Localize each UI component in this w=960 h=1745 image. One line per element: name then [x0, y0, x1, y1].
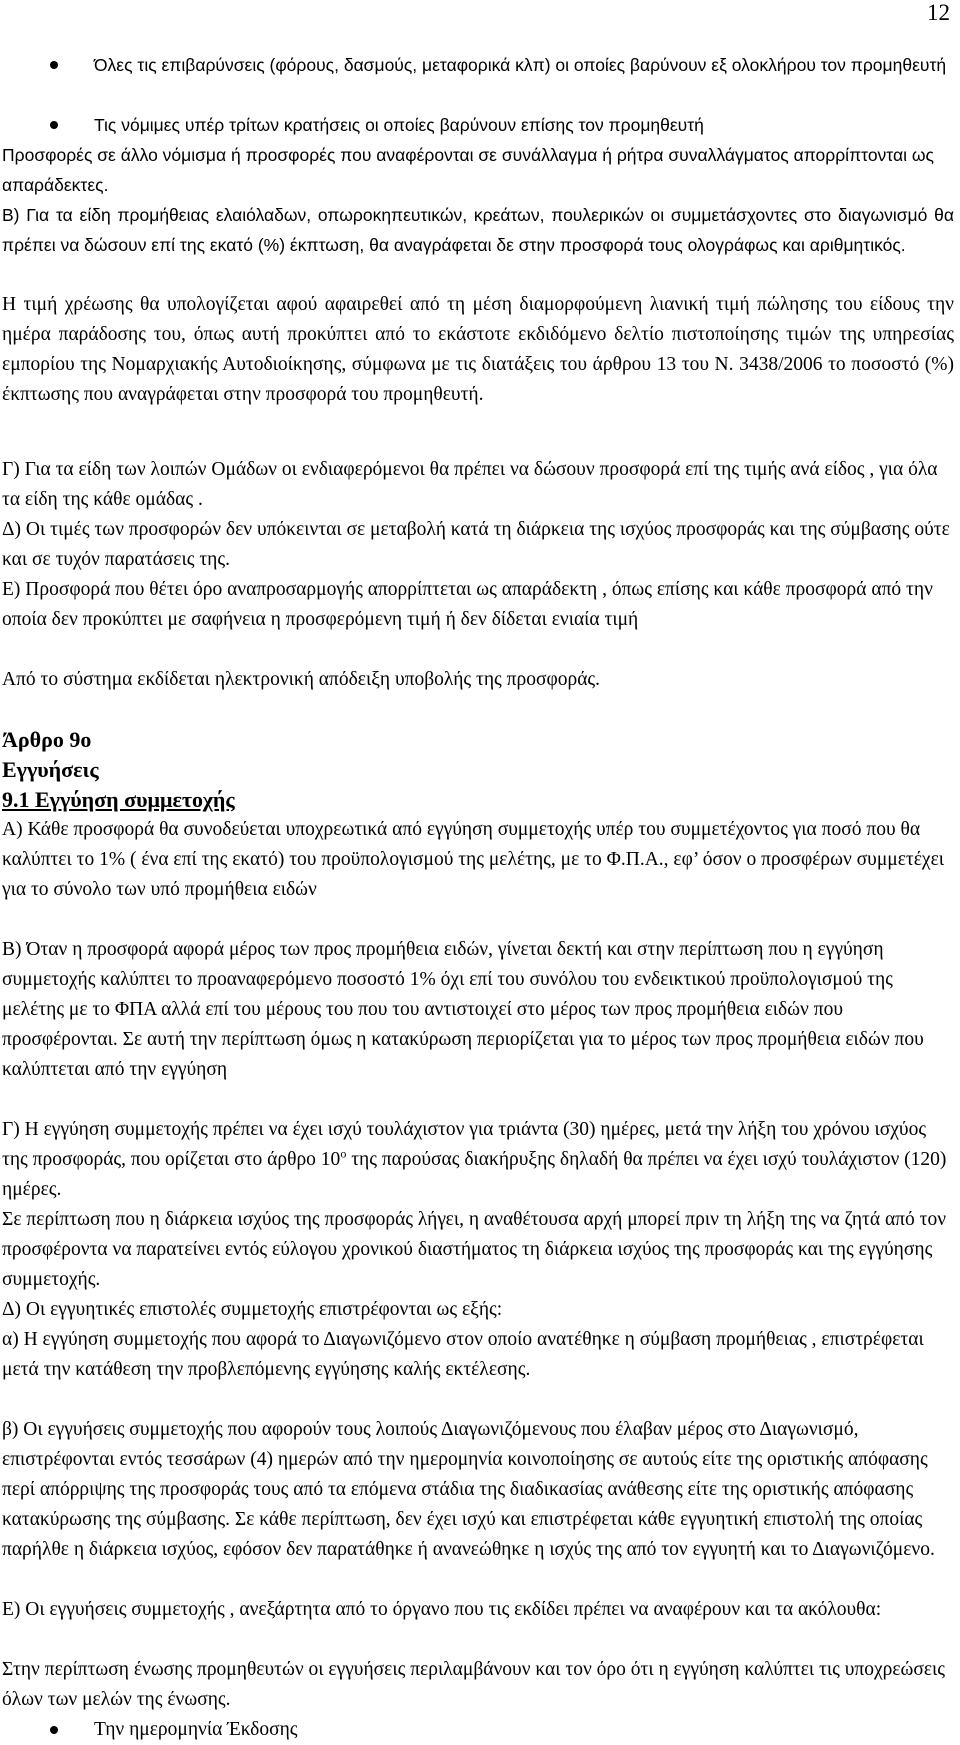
paragraph-foreign-currency: Προσφορές σε άλλο νόμισμα ή προσφορές που αναφέρονται σε συνάλλαγμα ή ρήτρα συναλλάγματος απορρίπτονται ως απαράδεκτες.: [2, 145, 934, 195]
guarantee-d-b: β) Οι εγγυήσεις συμμετοχής που αφορούν τους λοιπούς Διαγωνιζόμενους που έλαβαν μέρος στο Διαγωνισμό, επιστρέφονται εντός τεσσάρων (4) ημερών από την ημερομηνία κοινοποίησης σε αυτούς είτε της οριστικής απόφασης περί απόρριψης της προσφοράς τους από τα επόμενα στάδια της διαδικασίας ανάθεσης είτε της οριστικής απόφασης κατακύρωσης της σύμβασης. Σε κάθε περίπτωση, δεν έχει ισχύ και επιστρέφεται κάθε εγγυητική επιστολή της οποίας παρήλθε η διάρκεια ισχύος, εφόσον δεν παρατάθηκε ή ανανεώθηκε η ισχύς της από τον εγγυητή και το Διαγωνιζόμενο.: [2, 1419, 935, 1560]
paragraph-d: Δ) Οι τιμές των προσφορών δεν υπόκειντ​αι σε μεταβολή κατά τη διάρκεια της ισχύος προσφοράς και της σύμβασης ούτε και σε τυχόν παρατάσεις της.: [2, 519, 950, 570]
paragraph-receipt: Από το σύστημα εκδίδεται ηλεκτρονική απόδειξη υποβολής της προσφοράς.: [2, 669, 601, 690]
superscript-o: ο: [340, 1146, 347, 1161]
bullet-item: [94, 110, 954, 140]
guarantee-c-text-end: της παρούσας διακήρυξης δηλαδή θα πρέπει να έχει ισχύ τουλάχιστον (120) ημέρες.: [2, 1149, 947, 1200]
bullet-text: Την ημερομηνία Έκδοσης: [94, 1719, 298, 1740]
page-number: 12: [927, 0, 950, 25]
paragraph-b: Β) Για τα είδη προμήθειας ελαιόλαδων, οπωροκηπευτικών, κρεάτων, πουλερικών οι συμμετάσχοντες στο διαγωνισμό θα πρέπει να δώσουν επί της εκατό (%) έκπτωση, θα αναγράφεται δε στην προσφορά τους ολογράφως και αριθμητικός.: [2, 205, 954, 255]
paragraph-e: Ε) Προσφορά που θέτει όρο αναπροσαρμογής απορρίπτεται ως απαράδεκτη , όπως επίσης και κάθε προσφορά από την οποία δεν προκύπτει με σαφήνεια η προσφερόμενη τιμή ή δεν δίδεται ενιαία τιμή: [2, 579, 933, 630]
guarantee-d-a: α) Η εγγύηση συμμετοχής που αφορά το Διαγωνιζόμενο στον οποίο ανατέθηκε η σύμβαση προμήθειας , επιστρέφεται μετά την κατάθεση την προβλεπόμενης εγγύησης καλής εκτέλεσης.: [2, 1329, 924, 1380]
bullet-text: Τις νόμιμες υπέρ τρίτων κρατήσεις οι οποίες βαρύνουν επίσης τον προμηθευτή: [94, 115, 704, 135]
guarantee-a: Α) Κάθε προσφορά θα συνοδεύεται υποχρεωτικά από εγγύηση συμμετοχής υπέρ του συμμετέχοντος για ποσό που θα καλύπτει το 1% ( ένα επί της εκατό) του προϋπολογισμού της μελέτης, με το Φ.Π.Α., εφ’ όσον ο προσφέρων συμμετέχει για το σύνολο των υπό προμήθεια ειδών: [2, 819, 945, 900]
bullet-dot-icon: [50, 121, 58, 129]
guarantee-d: Δ) Οι εγγυητικές επιστολές συμμετοχής επιστρέφονται ως εξής:: [2, 1299, 503, 1320]
article-subtitle: Εγγυήσεις: [2, 757, 99, 782]
guarantee-e: Ε) Οι εγγυήσεις συμμετοχής , ανεξάρτητα από το όργανο που τις εκδίδει πρέπει να αναφέρουν και τα ακόλουθα:: [2, 1599, 882, 1620]
bullet-dot-icon: [50, 61, 58, 69]
guarantee-c-text: Γ) Η εγγύηση συμμετοχής πρέπει να έχει ισχύ τουλάχιστον για τριάντα (30) ημέρες, μετά την λήξη του χρόνου ισχύος της προσφοράς, που ορίζεται στο άρθρο 10: [2, 1119, 927, 1170]
guarantee-c: [2, 1115, 954, 1205]
guarantee-union: Στην περίπτωση ένωσης προμηθευτών οι εγγυήσεις περιλαμβάνουν και τον όρο ότι η εγγύηση καλύπτει τις υποχρεώσεις όλων των μελών της ένωσης.: [2, 1659, 946, 1710]
bullet-text: Όλες τις επιβαρύνσεις (φόρους, δασμούς, μεταφορικά κλπ) οι οποίες βαρύνουν εξ ολοκλήρου τον προμηθευτή: [94, 55, 947, 75]
guarantee-extension: Σε περίπτωση που η διάρκεια ισχύος της προσφοράς λήγει, η αναθέτουσα αρχή μπορεί πριν τη λήξη της να ζητά από τον προσφέροντα να παρατείνει εντός εύλογου χρονικού διαστήματος τη διάρκεια ισχύος της προσφοράς και της εγγύησης συμμετοχής.: [2, 1209, 947, 1290]
section-title: 9.1 Εγγύηση συμμετοχής: [2, 787, 235, 812]
paragraph-c: Γ) Για τα είδη των λοιπών Ομάδων οι ενδιαφερόμενοι θα πρέπει να δώσουν προσφορά επί της τιμής ανά είδος , για όλα τα είδη της κάθε ομάδας .: [2, 459, 938, 510]
guarantee-b: Β) Όταν η προσφορά αφορά μέρος των προς προμήθεια ειδών, γίνεται δεκτή και στην περίπτωση που η εγγύηση συμμετοχής καλύπτει το προαναφερόμενο ποσοστό 1% όχι επί του συνόλου του ενδεικτικού προϋπολογισμού της μελέτης με το ΦΠΑ αλλά επί του μέρους του που του αντιστοιχεί στο μέρος των προς προμήθεια ειδών που προσφέρονται. Σε αυτή την περίπτωση όμως η κατακύρωση περιορίζεται για το μέρος των προς προμήθεια ειδών που καλύπτεται από την εγγύηση: [2, 939, 924, 1080]
paragraph-price: Η τιμή χρέωσης θα υπολογίζεται αφού αφαιρεθεί από τη μέση διαμορφούμενη λιανική τιμή πώλησης του είδους την ημέρα παράδοσης του, όπως αυτή προκύπτει από το εκάστοτε εκδιδόμενο δελτίο πιστοποίησης τιμών της υπηρεσίας εμπορίου της Νομαρχιακής Αυτοδιοίκησης, σύμφωνα με τις διατάξεις του άρθρου 13 του Ν. 3438/2006 το ποσοστό (%) έκπτωσης που αναγράφεται στην προσφορά του προμηθευτή.: [2, 294, 954, 405]
bullet-item: [94, 50, 954, 80]
bullet-item: [94, 1715, 954, 1745]
article-title: Άρθρο 9ο: [2, 727, 92, 752]
bullet-dot-icon: [50, 1726, 58, 1734]
